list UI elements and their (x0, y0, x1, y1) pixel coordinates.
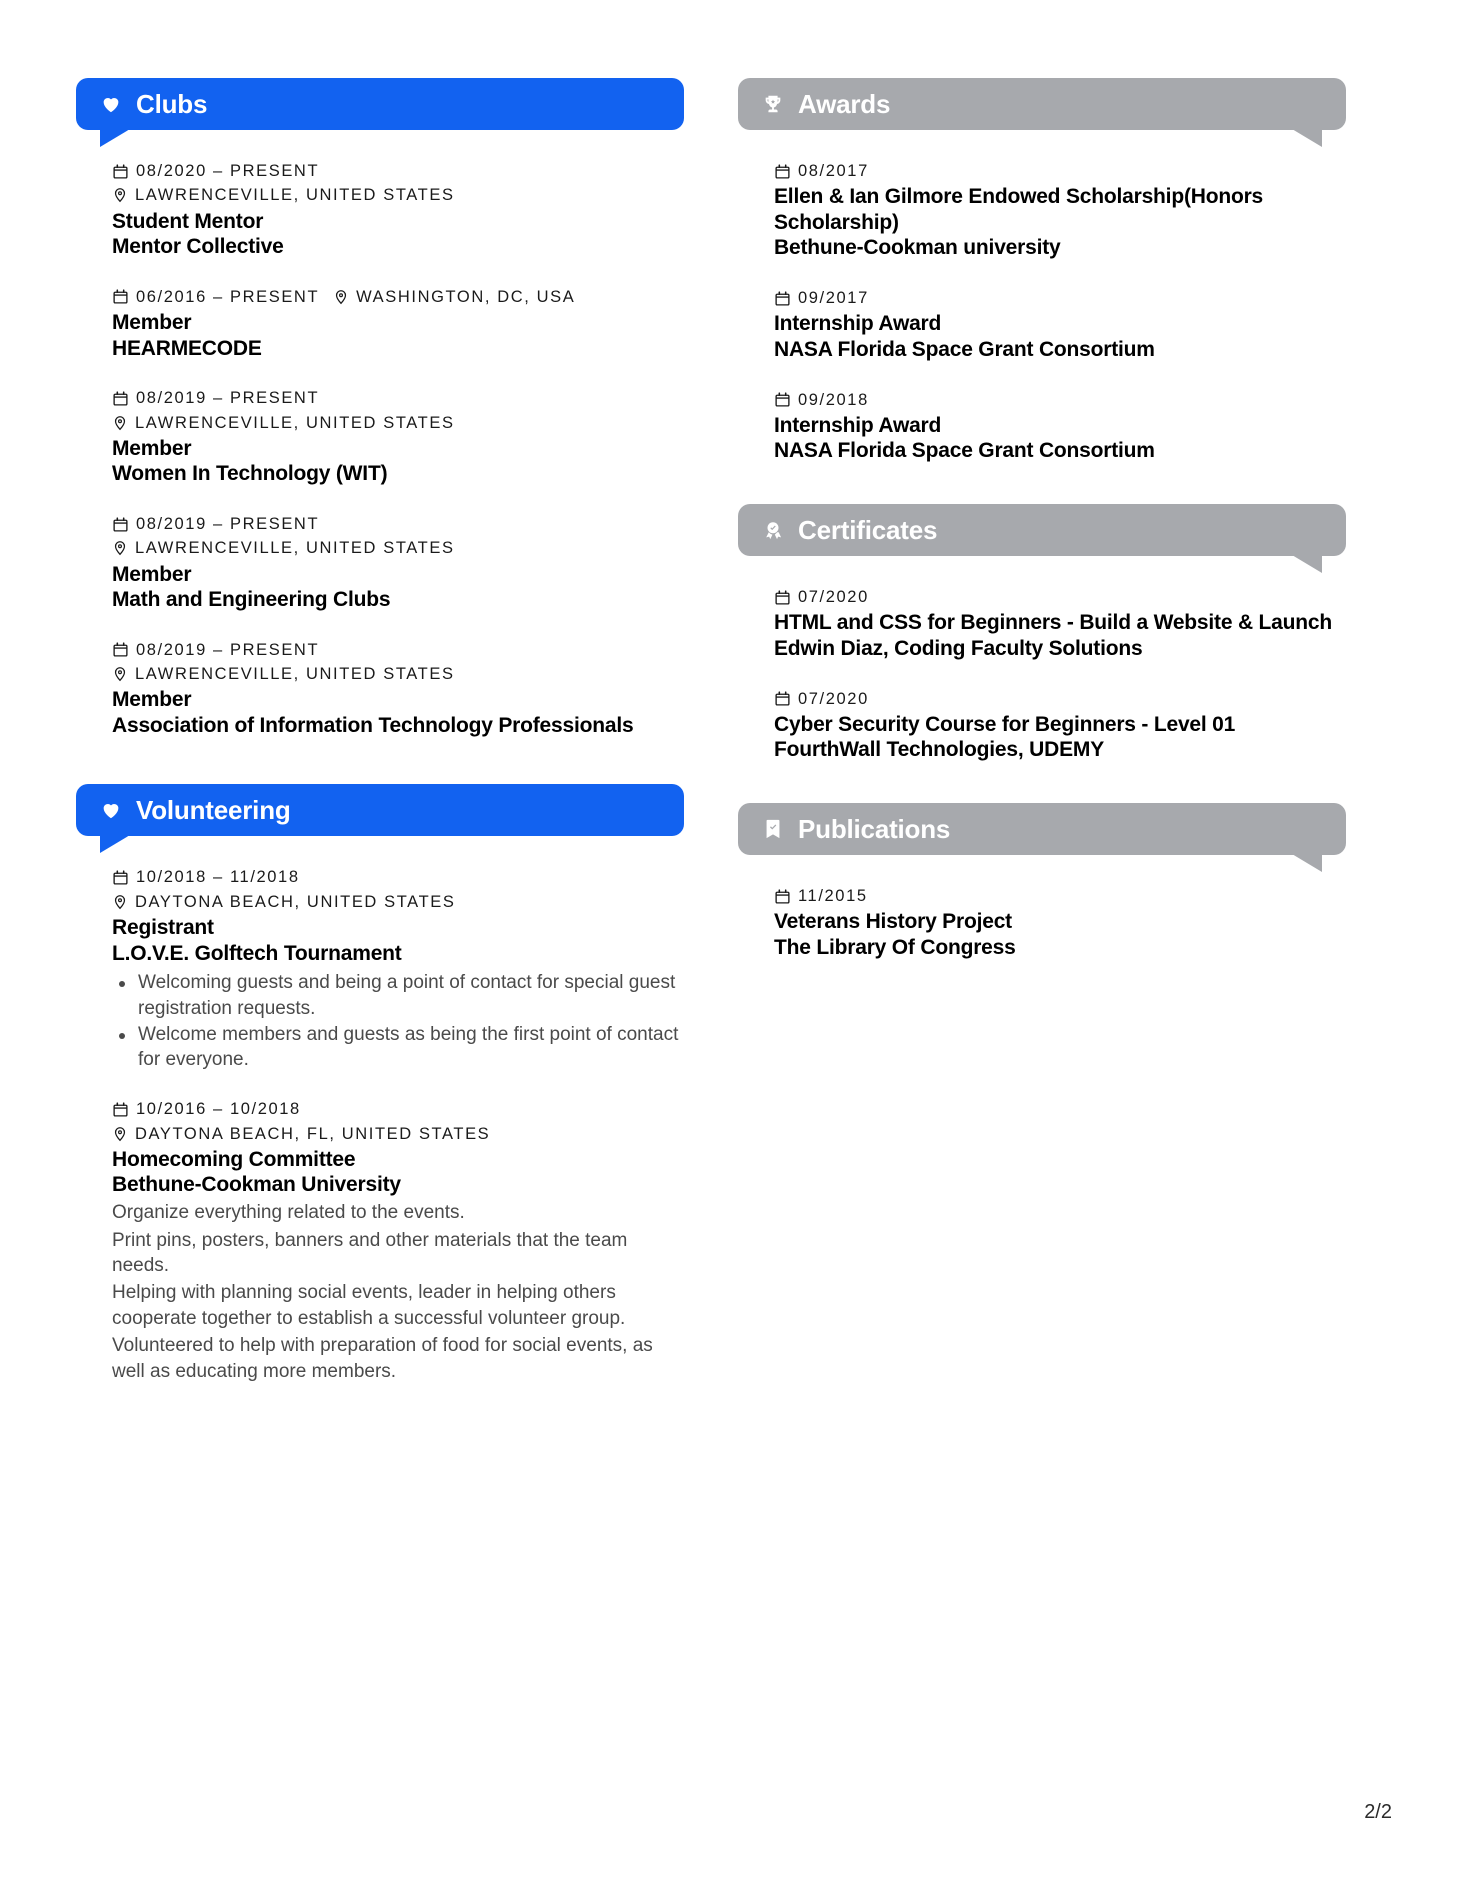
entry-date-text: 11/2015 (798, 887, 868, 906)
entry-paragraph: Organize everything related to the events. (112, 1202, 465, 1224)
calendar-icon (774, 163, 791, 180)
section-header-tail (1292, 129, 1322, 147)
entry-meta (112, 160, 684, 182)
entry-date (112, 513, 319, 535)
entry-date (774, 688, 869, 710)
entry-meta (774, 586, 1346, 608)
entry (738, 586, 1346, 661)
page-number: 2/2 (1364, 1801, 1392, 1823)
calendar-icon (774, 290, 791, 307)
calendar-icon (774, 391, 791, 408)
section-header (738, 803, 1346, 855)
location-pin-icon (112, 186, 128, 204)
entry-role: Member (112, 688, 192, 712)
calendar-icon (112, 390, 129, 407)
entry-meta (112, 1098, 684, 1120)
section-header (738, 78, 1346, 130)
entry-role: Homecoming Committee (112, 1147, 356, 1171)
section-title: Certificates (798, 515, 938, 546)
entry-role: Veterans History Project (774, 910, 1012, 934)
entry-date-text: 07/2020 (798, 689, 869, 708)
entry-date (112, 387, 319, 409)
right-column (738, 78, 1346, 1384)
bullet-item: Welcome members and guests as being the first point of contact for everyone. (112, 1022, 684, 1073)
calendar-icon (774, 888, 791, 905)
location-pin-icon (333, 288, 349, 306)
location-pin-icon (112, 539, 128, 557)
entry-meta (112, 537, 684, 559)
entry-date (112, 160, 319, 182)
entry-meta (112, 286, 684, 308)
entry-location (112, 412, 455, 434)
calendar-icon (112, 288, 129, 305)
entry-meta (112, 663, 684, 685)
entry-meta (112, 387, 684, 409)
entry-location-text: LAWRENCEVILLE, UNITED STATES (135, 665, 455, 683)
entry-date-text: 08/2020 – PRESENT (136, 162, 320, 180)
left-column (76, 78, 684, 1384)
entry-organization: L.O.V.E. Golftech Tournament (112, 941, 402, 965)
entry (738, 287, 1346, 362)
section-clubs (76, 78, 684, 738)
entry-date-text: 09/2017 (798, 289, 869, 308)
entry-date (774, 885, 868, 907)
entry-role: Member (112, 311, 192, 335)
entry-organization: Association of Information Technology Professionals (112, 713, 634, 737)
entry-location (112, 184, 455, 206)
section-header-tail (1292, 854, 1322, 872)
entry-meta (112, 513, 684, 535)
entry-role: Internship Award (774, 312, 942, 336)
entry (76, 1098, 684, 1384)
section-header-tail (1292, 555, 1322, 573)
bullet-item: Welcoming guests and being a point of contact for special guest registration requests. (112, 970, 684, 1021)
entry-date-text: 08/2019 – PRESENT (136, 640, 320, 659)
entry-meta (112, 891, 684, 913)
calendar-icon (112, 641, 129, 658)
entry-role: Member (112, 562, 192, 586)
location-pin-icon (112, 414, 128, 432)
section-title: Clubs (136, 89, 208, 119)
entry-date-text: 07/2020 (798, 588, 869, 607)
calendar-icon (112, 516, 129, 533)
section-header (76, 784, 684, 836)
location-pin-icon (112, 893, 128, 911)
entry-role: Registrant (112, 916, 214, 940)
entry-organization: Math and Engineering Clubs (112, 588, 391, 612)
entry-date (774, 586, 869, 608)
entry-location (333, 286, 575, 308)
entry-date (774, 389, 869, 411)
calendar-icon (112, 163, 129, 180)
location-pin-icon (112, 665, 128, 683)
entry-meta (774, 885, 1346, 907)
entry-role: Member (112, 436, 192, 460)
trophy-icon (760, 91, 786, 117)
entry-date (112, 286, 319, 308)
entry (738, 389, 1346, 464)
entry (76, 160, 684, 260)
entry (738, 160, 1346, 261)
entry-meta (112, 866, 684, 888)
award-medal-icon (760, 517, 786, 543)
entry-organization: Women In Technology (WIT) (112, 462, 388, 486)
calendar-icon (774, 690, 791, 707)
entry-date (112, 639, 319, 661)
section-header-wrap (738, 803, 1346, 855)
entry-meta (112, 1123, 684, 1145)
calendar-icon (774, 589, 791, 606)
section-volunteering (76, 784, 684, 1384)
entry-meta (112, 639, 684, 661)
entry-role: Ellen & Ian Gilmore Endowed Scholarship(Honors Scholarship) (774, 185, 1264, 234)
entry-date-text: 08/2017 (798, 162, 869, 180)
entry-meta (774, 287, 1346, 309)
section-header (738, 504, 1346, 556)
entry (76, 387, 684, 487)
entry-organization: Bethune-Cookman University (112, 1173, 401, 1197)
entry-date-text: 10/2018 – 11/2018 (136, 868, 300, 887)
entry-paragraph: Print pins, posters, banners and other materials that the team needs. (112, 1229, 628, 1276)
entry-organization: NASA Florida Space Grant Consortium (774, 337, 1155, 361)
entry-location (112, 891, 455, 913)
section-header (76, 78, 684, 130)
entry-date-text: 09/2018 (798, 390, 869, 409)
calendar-icon (112, 869, 129, 886)
entry-meta (112, 412, 684, 434)
entry-role: HTML and CSS for Beginners - Build a Website & Launch (774, 611, 1333, 635)
entry-meta (774, 688, 1346, 710)
entry-location-text: LAWRENCEVILLE, UNITED STATES (135, 539, 455, 558)
section-header-tail (100, 835, 130, 853)
entry-meta (774, 160, 1346, 182)
entry-organization: HEARMECODE (112, 336, 262, 360)
entry (738, 688, 1346, 763)
calendar-icon (112, 1101, 129, 1118)
section-title: Awards (798, 89, 891, 119)
entry-location (112, 663, 455, 685)
entry-date (774, 160, 869, 182)
entry-organization: Edwin Diaz, Coding Faculty Solutions (774, 636, 1143, 660)
entry-location (112, 1123, 490, 1145)
section-spacer (738, 464, 1346, 504)
entry-date (112, 1098, 301, 1120)
entry-bullet-list (112, 970, 684, 1072)
section-header-wrap (76, 78, 684, 130)
section-header-wrap (738, 78, 1346, 130)
section-spacer (76, 738, 684, 784)
entry-role: Cyber Security Course for Beginners - Level 01 (774, 712, 1236, 736)
section-title: Publications (798, 814, 951, 845)
section-header-tail (100, 129, 130, 147)
entry (76, 866, 684, 1072)
entry-location-text: LAWRENCEVILLE, UNITED STATES (135, 413, 455, 432)
heart-icon (98, 91, 124, 117)
entry-location-text: DAYTONA BEACH, UNITED STATES (135, 892, 456, 911)
entry-location (112, 537, 455, 559)
section-spacer (738, 763, 1346, 803)
section-title: Volunteering (136, 795, 291, 826)
section-header-wrap (738, 504, 1346, 556)
entry-date-text: 06/2016 – PRESENT (136, 287, 320, 306)
entry-location-text: LAWRENCEVILLE, UNITED STATES (135, 186, 455, 205)
entry-date (774, 287, 869, 309)
entry-organization: NASA Florida Space Grant Consortium (774, 439, 1155, 463)
section-publications (738, 803, 1346, 960)
entry-paragraph: Volunteered to help with preparation of food for social events, as well as educating more members. (112, 1335, 653, 1382)
entry-meta (774, 389, 1346, 411)
heart-icon (98, 797, 124, 823)
location-pin-icon (112, 1125, 128, 1143)
entry-paragraph: Helping with planning social events, leader in helping others cooperate together to establish a successful volunteer group. (112, 1282, 626, 1329)
entry (76, 286, 684, 361)
entry-date-text: 08/2019 – PRESENT (136, 514, 320, 533)
section-header-wrap (76, 784, 684, 836)
entry-meta (112, 184, 684, 206)
entry (738, 885, 1346, 960)
entry-location-text: WASHINGTON, DC, USA (356, 287, 576, 306)
entry-date-text: 10/2016 – 10/2018 (136, 1100, 301, 1119)
entry (76, 639, 684, 739)
entry-organization: Bethune-Cookman university (774, 236, 1061, 260)
entry-organization: The Library Of Congress (774, 935, 1016, 959)
bookmark-check-icon (760, 816, 786, 842)
entry-role: Student Mentor (112, 209, 264, 233)
section-awards (738, 78, 1346, 464)
entry-role: Internship Award (774, 413, 942, 437)
entry (76, 513, 684, 613)
entry-date (112, 866, 300, 888)
entry-location-text: DAYTONA BEACH, FL, UNITED STATES (135, 1124, 491, 1143)
entry-date-text: 08/2019 – PRESENT (136, 389, 320, 408)
entry-organization: FourthWall Technologies, UDEMY (774, 738, 1105, 762)
section-certificates (738, 504, 1346, 763)
entry-organization: Mentor Collective (112, 235, 284, 259)
